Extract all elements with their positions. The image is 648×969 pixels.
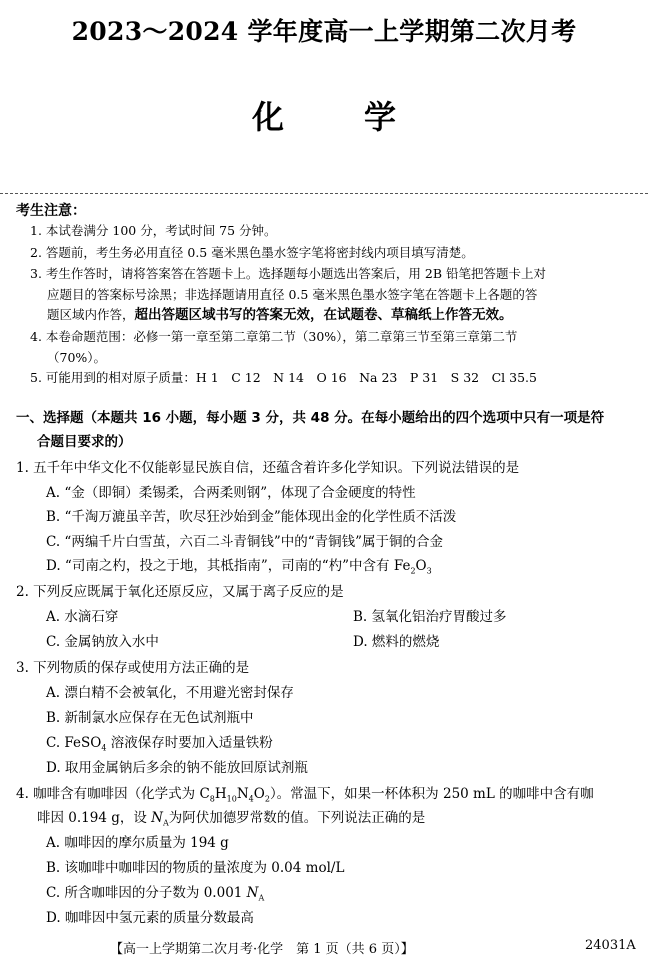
question-4-option-b: B. 该咖啡中咖啡因的物质的量浓度为 0.04 mol/L [46,860,345,876]
question-4-option-d: D. 咖啡因中氢元素的质量分数最高 [46,910,254,926]
question-1-stem: 1. 五千年中华文化不仅能彰显民族自信，还蕴含着许多化学知识。下列说法错误的是 [16,460,520,476]
question-1-option-b: B. “千淘万漉虽辛苦，吹尽狂沙始到金”能体现出金的化学性质不活泼 [46,509,457,525]
question-3-option-b: B. 新制氯水应保存在无色试剂瓶中 [46,710,254,726]
question-3-option-c: C. FeSO$_4$ 溶液保存时要加入适量铁粉 [46,735,273,753]
subject-title [0,92,648,138]
divider [0,193,648,194]
notice-item-4-cont: （70%）。 [47,350,107,365]
notice-item-3-cont2 [47,303,513,323]
subject-char-2: 学 [364,98,397,136]
notice-item-5: 5. 可能用到的相对原子质量：H 1 C 12 N 14 O 16 Na 23 P 31 S 32 Cl 35.5 [30,370,537,385]
notice-item-4: 4. 本卷命题范围：必修一第一章至第二章第二节（30%），第二章第三节至第三章第二节 [30,329,518,344]
question-1-option-c: C. “两编千片白雪茧，六百二斗青铜钱”中的“青铜钱”属于铜的合金 [46,534,444,550]
question-3-stem: 3. 下列物质的保存或使用方法正确的是 [16,660,250,676]
question-4-option-a: A. 咖啡因的摩尔质量为 194 g [46,835,229,851]
section-heading: 一、选择题（本题共 16 小题，每小题 3 分，共 48 分。在每小题给出的四个选项中只有一项是符 [16,410,605,426]
question-4-option-c: C. 所含咖啡因的分子数为 0.001 $N_A$ [46,885,265,903]
question-4-stem: 4. 咖啡含有咖啡因（化学式为 $C_8H_{10}N_4O_2$）。常温下，如果一杯体积为 250 mL 的咖啡中含有咖 [16,786,594,804]
notice-item-3: 3. 考生作答时，请将答案答在答题卡上。选择题每小题选出答案后，用 2B 铅笔把答题卡上对 [30,266,546,281]
section-heading-cont: 合题目要求的） [37,434,132,450]
notice-emphasis: 超出答题区域书写的答案无效，在试题卷、草稿纸上作答无效。 [134,307,513,323]
notice-item-3-cont: 应题目的答案标号涂黑；非选择题请用直径 0.5 毫米黑色墨水签字笔在答题卡上各题的答 [47,287,538,302]
question-3-option-a: A. 漂白精不会被氧化，不用避光密封保存 [46,685,294,701]
exam-title: 2023～2024 学年度高一上学期第二次月考 [71,17,577,46]
notice-item-2: 2. 答题前，考生务必用直径 0.5 毫米黑色墨水签字笔将密封线内项目填写清楚。 [30,245,474,260]
notice-item-3-text: 题区域内作答， [47,307,135,322]
page-footer: 【高一上学期第二次月考·化学 第 1 页（共 6 页）】 [110,942,414,957]
question-2-option-b: B. 氢氧化铝治疗胃酸过多 [353,609,507,625]
question-2-option-a: A. 水滴石穿 [46,609,119,625]
question-1-option-a: A. “金（即铜）柔锡柔，合两柔则钢”，体现了合金硬度的特性 [46,485,416,501]
subject-char-1: 化 [251,98,284,136]
question-2-option-c: C. 金属钠放入水中 [46,634,159,650]
question-2-stem: 2. 下列反应既属于氧化还原反应，又属于离子反应的是 [16,584,344,600]
question-3-option-d: D. 取用金属钠后多余的钠不能放回原试剂瓶 [46,760,308,776]
question-2-option-d: D. 燃料的燃烧 [353,634,440,650]
question-4-stem-cont: 啡因 0.194 g，设 $N_A$为阿伏加德罗常数的值。下列说法正确的是 [37,810,426,828]
notice-item-1: 1. 本试卷满分 100 分，考试时间 75 分钟。 [30,223,277,238]
paper-code: 24031A [585,938,636,953]
question-1-option-d: D. “司南之杓，投之于地，其柢指南”，司南的“杓”中含有 $Fe_2O_3$ [46,558,432,576]
notice-heading: 考生注意： [16,203,86,219]
